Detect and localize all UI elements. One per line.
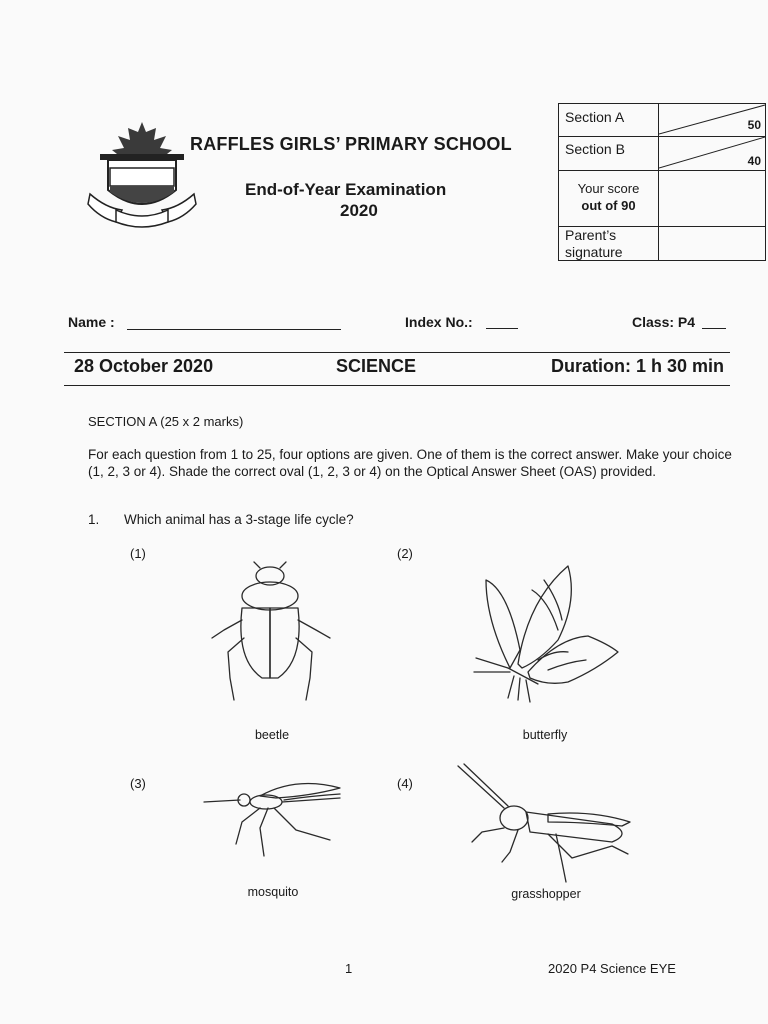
school-crest-logo: [86, 118, 198, 236]
page-number: 1: [345, 961, 353, 976]
exam-title: End-of-Year Examination: [245, 180, 447, 199]
score-row-signature: [559, 226, 765, 260]
option-number: (3): [130, 776, 146, 791]
divider-top: [64, 352, 730, 353]
grasshopper-icon: [452, 762, 642, 891]
section-a-max-marks: 50: [747, 118, 761, 132]
exam-year: 2020: [340, 201, 378, 220]
index-label: Index No.:: [405, 314, 473, 330]
score-row-section-b: [559, 136, 765, 171]
score-label: [559, 226, 659, 260]
section-instructions: For each question from 1 to 25, four options are given. One of them is the correct answer. Make your choice (1, 2, 3 or 4). Shade the correct oval (1, 2, 3 or 4) on the Optical Answer Sheet (OAS) provided.: [88, 447, 732, 479]
class-field[interactable]: [702, 328, 726, 329]
option-number: (2): [397, 546, 413, 561]
score-label-line1: Your score: [577, 181, 640, 196]
name-field[interactable]: [127, 329, 341, 330]
question-text: Which animal has a 3-stage life cycle?: [124, 512, 354, 527]
section-b-max-marks: 40: [747, 154, 761, 168]
beetle-icon: [200, 560, 340, 715]
exam-date: 28 October 2020: [74, 356, 214, 376]
score-label: [559, 170, 659, 226]
exam-subject: SCIENCE: [336, 356, 417, 376]
score-row-total: [559, 170, 765, 227]
option-caption: grasshopper: [511, 887, 581, 901]
score-table: [558, 103, 766, 261]
total-score-field[interactable]: [659, 170, 765, 226]
option-caption: mosquito: [247, 885, 299, 899]
score-label-line2: out of 90: [581, 198, 636, 213]
question-1: [88, 512, 354, 527]
paper-code: 2020 P4 Science EYE: [548, 961, 676, 976]
name-label: Name :: [68, 314, 115, 330]
divider-bottom: [64, 385, 730, 386]
score-label-line1: Parent’s: [565, 227, 617, 243]
score-label: Section B: [559, 136, 659, 170]
class-label: Class: P4: [632, 314, 696, 330]
score-label-line2: signature: [565, 244, 623, 260]
exam-duration: Duration: 1 h 30 min: [550, 356, 724, 376]
mosquito-icon: [200, 770, 350, 865]
score-row-section-a: [559, 104, 765, 137]
option-caption: beetle: [254, 728, 290, 742]
parent-signature-field[interactable]: [659, 226, 765, 260]
score-label: Section A: [559, 104, 659, 136]
option-number: (4): [397, 776, 413, 791]
student-info-row: [68, 314, 728, 338]
butterfly-icon: [468, 560, 628, 715]
section-title: SECTION A (25 x 2 marks): [88, 414, 244, 429]
option-caption: butterfly: [522, 728, 568, 742]
option-number: (1): [130, 546, 146, 561]
question-number: 1.: [88, 512, 100, 527]
exam-info-bar: [74, 356, 724, 384]
index-field[interactable]: [486, 328, 518, 329]
school-name: RAFFLES GIRLS’ PRIMARY SCHOOL: [190, 134, 512, 154]
